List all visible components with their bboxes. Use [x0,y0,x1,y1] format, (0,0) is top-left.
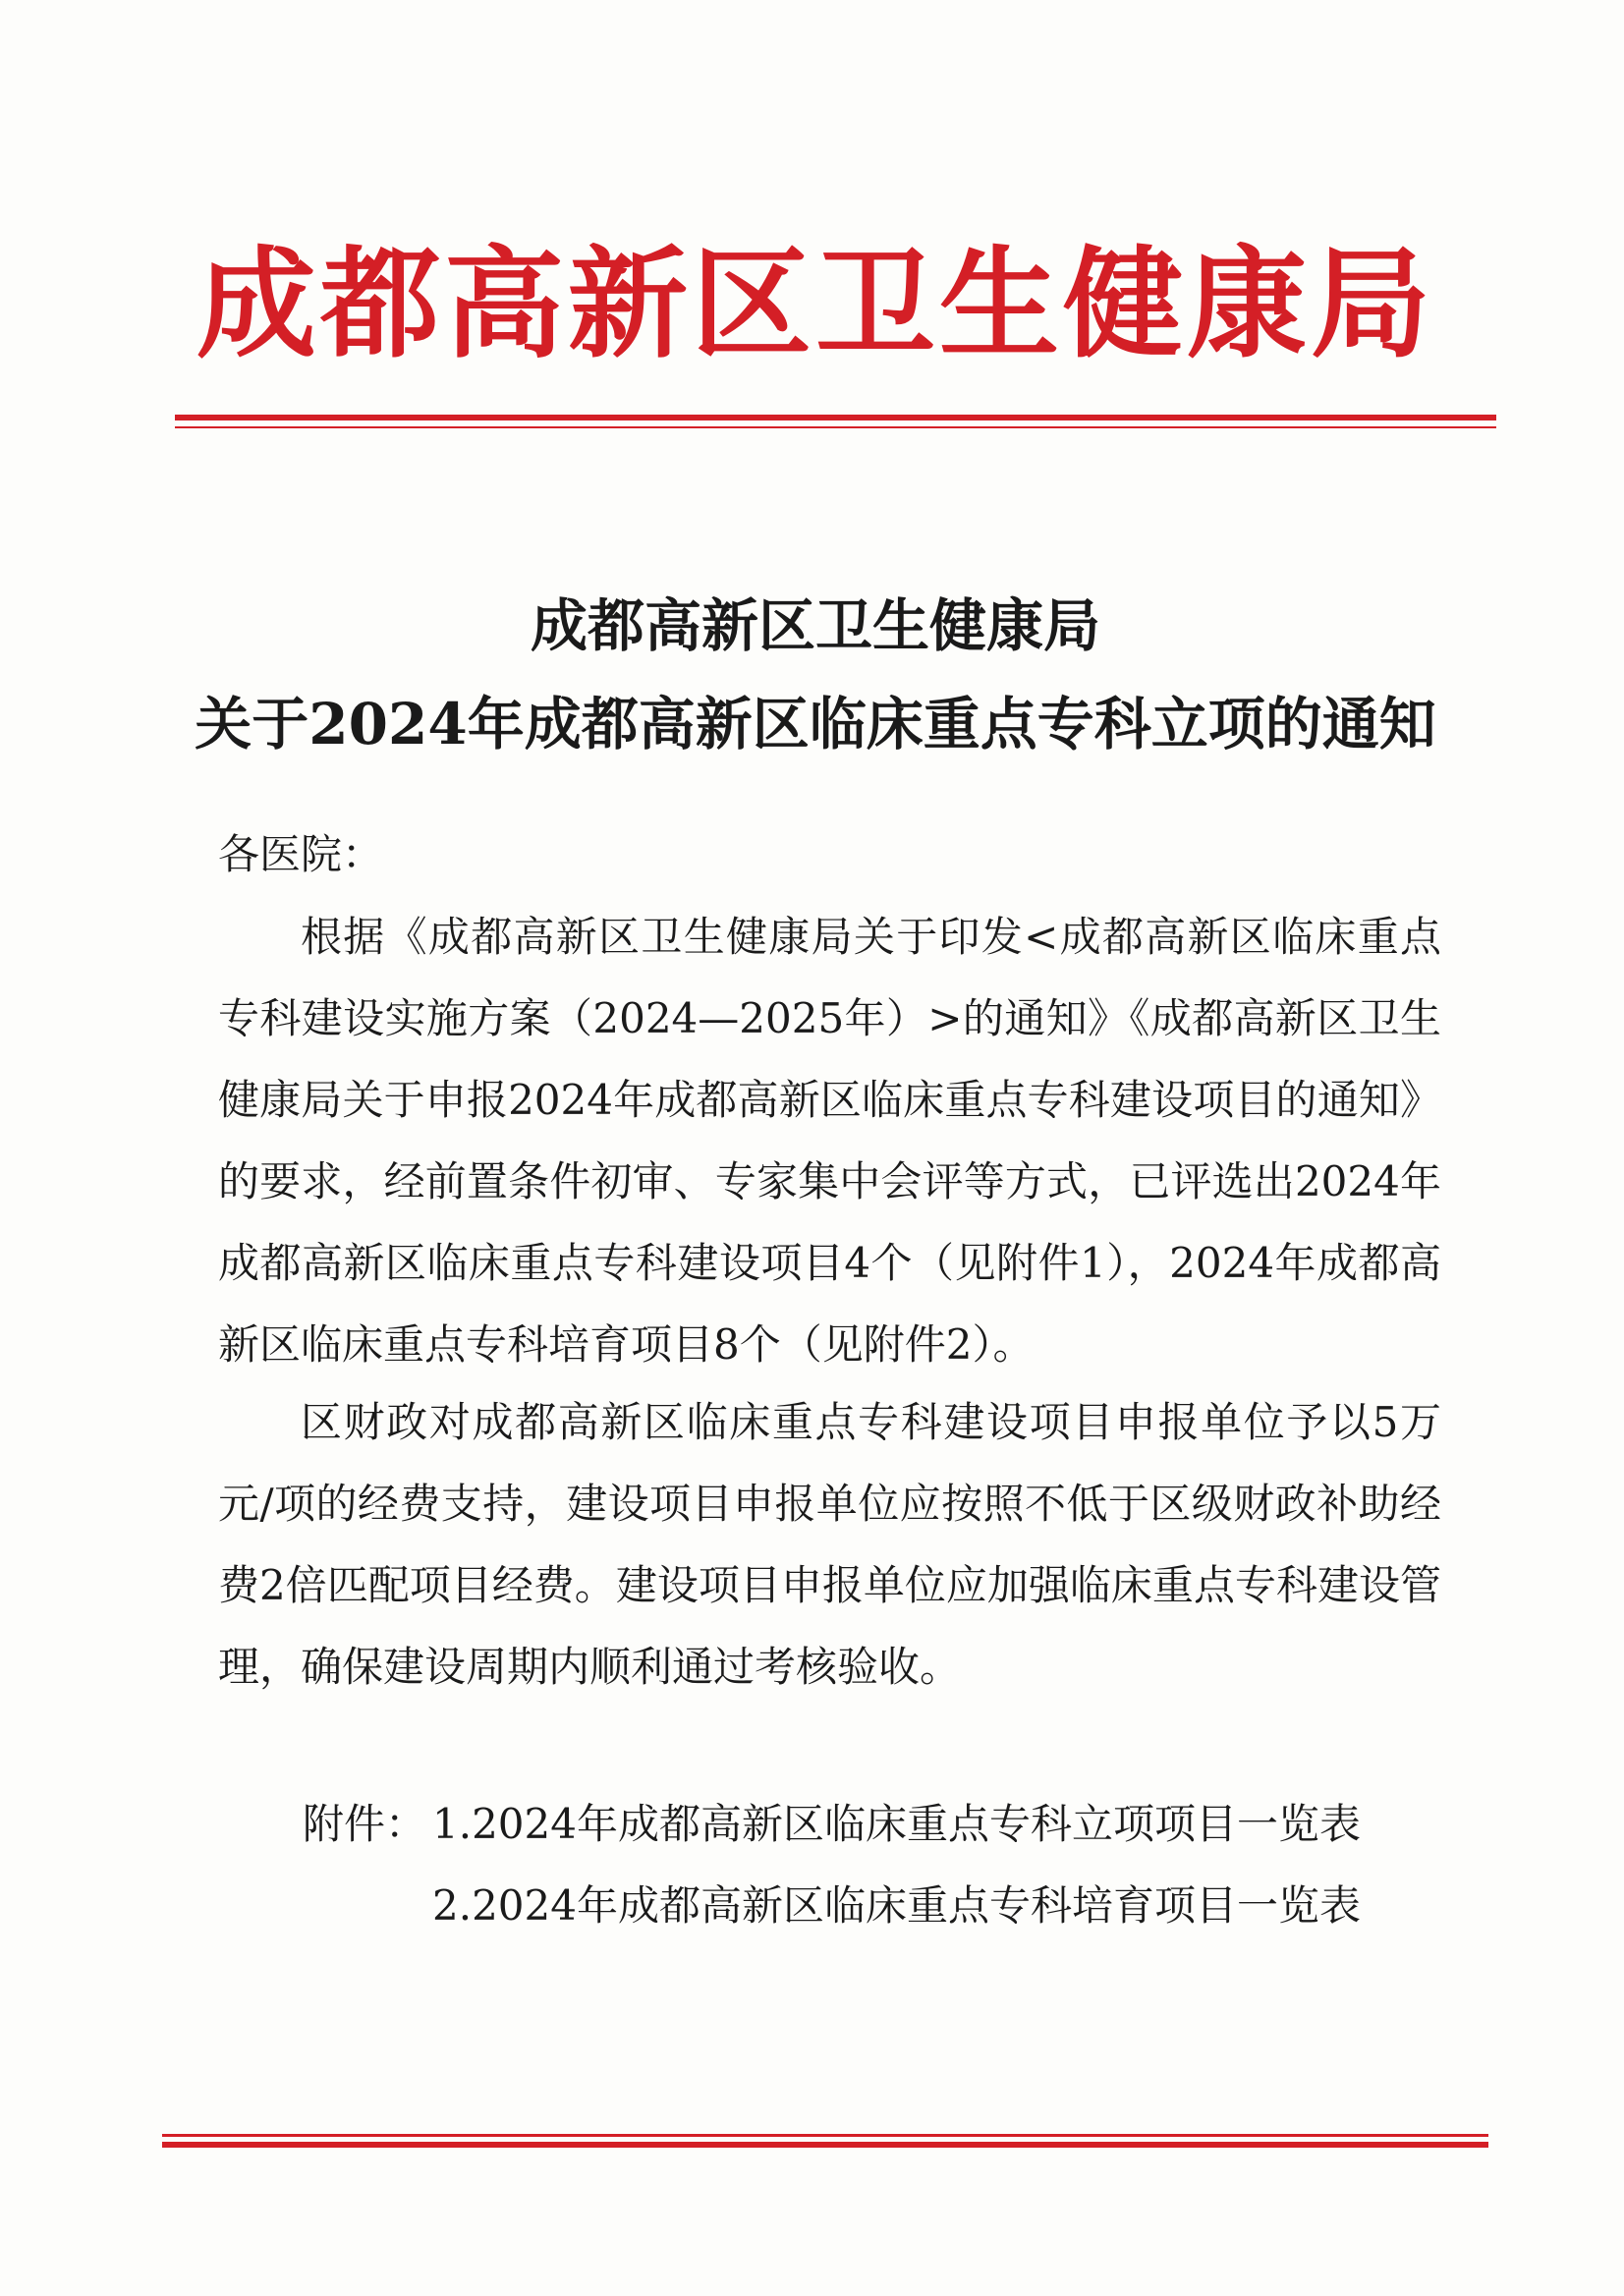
letterhead-divider [175,415,1496,420]
salutation: 各医院： [218,830,384,878]
body-paragraph-2: 区财政对成都高新区临床重点专科建设项目申报单位予以5万元/项的经费支持，建设项目申报单位应按照不低于区级财政补助经费2倍匹配项目经费。建设项目申报单位应加强临床重点专科建设管理，确保建设周期内顺利通过考核验收。 [218,1398,1441,1691]
letterhead-title: 成都高新区卫生健康局 [196,235,1434,374]
notice-title-line2: 关于2024年成都高新区临床重点专科立项的通知 [195,691,1436,757]
notice-title-line1: 成都高新区卫生健康局 [530,592,1100,659]
body-paragraph-1: 根据《成都高新区卫生健康局关于印发<成都高新区临床重点专科建设实施方案（2024—2025年）>的通知》《成都高新区卫生健康局关于申报2024年成都高新区临床重点专科建设项目的通知》的要求，经前置条件初审、专家集中会评等方式，已评选出2024年成都高新区临床重点专科建设项目4个（见附件1），2024年成都高新区临床重点专科培育项目8个（见附件2）。 [218,913,1441,1369]
footer-divider [162,2134,1488,2137]
attachment-item-2: 2.2024年成都高新区临床重点专科培育项目一览表 [432,1881,1361,1930]
attachment-item-1: 1.2024年成都高新区临床重点专科立项项目一览表 [432,1800,1361,1848]
attachments-label: 附件： [303,1800,427,1848]
